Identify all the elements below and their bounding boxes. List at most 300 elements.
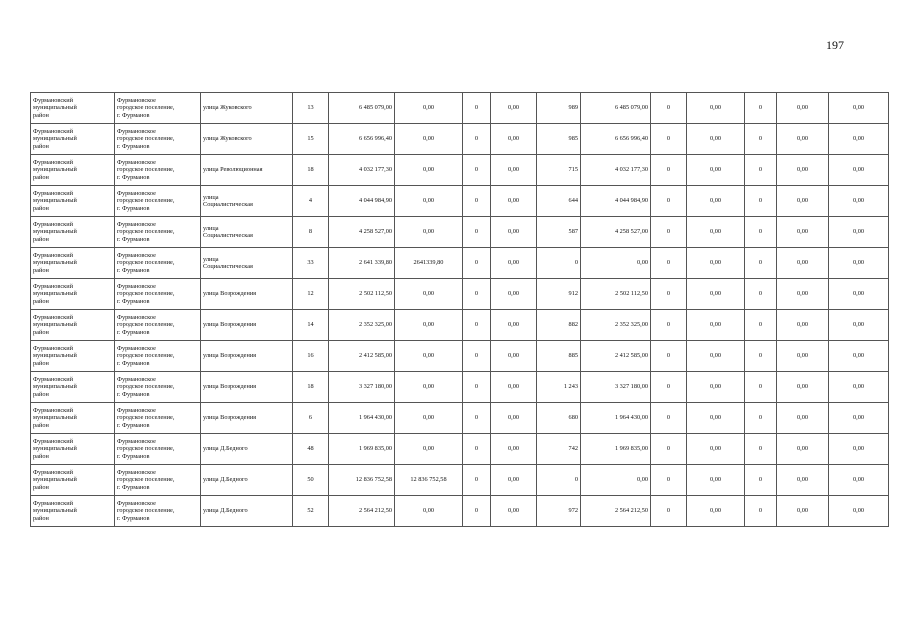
cell-c8: 0,00 bbox=[687, 372, 745, 403]
cell-district-line: район bbox=[33, 514, 49, 522]
cell-c3: 0 bbox=[463, 310, 491, 341]
cell-street bbox=[201, 279, 293, 310]
cell-settlement-line: Фурмановское bbox=[117, 499, 156, 507]
cell-area: 715 bbox=[537, 155, 581, 186]
cell-c7: 0 bbox=[651, 403, 687, 434]
cell-house: 52 bbox=[293, 496, 329, 527]
cell-c11: 0,00 bbox=[829, 124, 889, 155]
cell-c9: 0 bbox=[745, 93, 777, 124]
cell-settlement bbox=[115, 124, 201, 155]
cell-settlement-line: городское поселение, bbox=[117, 352, 175, 360]
cell-c10: 0,00 bbox=[777, 310, 829, 341]
cell-c8: 0,00 bbox=[687, 465, 745, 496]
cell-district-line: район bbox=[33, 390, 49, 398]
cell-settlement-line: Фурмановское bbox=[117, 375, 156, 383]
cell-c11: 0,00 bbox=[829, 310, 889, 341]
cell-district-line: район bbox=[33, 328, 49, 336]
table-row bbox=[31, 186, 889, 217]
cell-street bbox=[201, 310, 293, 341]
cell-settlement-line: г. Фурманов bbox=[117, 142, 150, 150]
cell-settlement-line: Фурмановское bbox=[117, 158, 156, 166]
cell-street-line: улица Революционная bbox=[203, 166, 263, 174]
cell-c2: 0,00 bbox=[395, 155, 463, 186]
cell-c7: 0 bbox=[651, 124, 687, 155]
cell-c4: 0,00 bbox=[491, 310, 537, 341]
cell-district-line: Фурмановский bbox=[33, 220, 73, 228]
cell-street bbox=[201, 372, 293, 403]
cell-c11: 0,00 bbox=[829, 93, 889, 124]
cell-district bbox=[31, 372, 115, 403]
cell-district-line: район bbox=[33, 452, 49, 460]
cell-c6: 6 656 996,40 bbox=[581, 124, 651, 155]
cell-c9: 0 bbox=[745, 341, 777, 372]
cell-street-line: улица bbox=[203, 224, 219, 232]
cell-street bbox=[201, 248, 293, 279]
cell-district bbox=[31, 248, 115, 279]
cell-street-line: улица Д.Бедного bbox=[203, 476, 248, 484]
cell-c4: 0,00 bbox=[491, 465, 537, 496]
cell-district-line: муниципальный bbox=[33, 104, 77, 112]
cell-house: 33 bbox=[293, 248, 329, 279]
cell-c8: 0,00 bbox=[687, 341, 745, 372]
cell-c3: 0 bbox=[463, 248, 491, 279]
cell-settlement-line: Фурмановское bbox=[117, 127, 156, 135]
cell-settlement-line: Фурмановское bbox=[117, 437, 156, 445]
cell-c2: 0,00 bbox=[395, 434, 463, 465]
cell-district-line: Фурмановский bbox=[33, 344, 73, 352]
cell-c7: 0 bbox=[651, 310, 687, 341]
table-row bbox=[31, 496, 889, 527]
cell-c9: 0 bbox=[745, 496, 777, 527]
cell-settlement-line: городское поселение, bbox=[117, 104, 175, 112]
cell-c2: 0,00 bbox=[395, 341, 463, 372]
table-row bbox=[31, 155, 889, 186]
cell-total: 4 258 527,00 bbox=[329, 217, 395, 248]
cell-c4: 0,00 bbox=[491, 93, 537, 124]
cell-c9: 0 bbox=[745, 155, 777, 186]
cell-district-line: Фурмановский bbox=[33, 282, 73, 290]
cell-district-line: Фурмановский bbox=[33, 189, 73, 197]
cell-c11: 0,00 bbox=[829, 186, 889, 217]
cell-c2: 0,00 bbox=[395, 310, 463, 341]
cell-area: 882 bbox=[537, 310, 581, 341]
cell-c8: 0,00 bbox=[687, 310, 745, 341]
cell-settlement bbox=[115, 186, 201, 217]
cell-c8: 0,00 bbox=[687, 403, 745, 434]
cell-street-line: улица Возрождения bbox=[203, 383, 257, 391]
cell-c9: 0 bbox=[745, 248, 777, 279]
cell-settlement-line: городское поселение, bbox=[117, 135, 175, 143]
cell-c10: 0,00 bbox=[777, 186, 829, 217]
cell-district-line: Фурмановский bbox=[33, 499, 73, 507]
cell-c10: 0,00 bbox=[777, 434, 829, 465]
cell-c9: 0 bbox=[745, 186, 777, 217]
cell-c10: 0,00 bbox=[777, 465, 829, 496]
cell-district-line: район bbox=[33, 173, 49, 181]
cell-area: 985 bbox=[537, 124, 581, 155]
cell-district-line: Фурмановский bbox=[33, 127, 73, 135]
table-row bbox=[31, 372, 889, 403]
cell-district bbox=[31, 124, 115, 155]
cell-c11: 0,00 bbox=[829, 217, 889, 248]
table-row bbox=[31, 403, 889, 434]
cell-c3: 0 bbox=[463, 465, 491, 496]
table-row bbox=[31, 93, 889, 124]
cell-settlement-line: г. Фурманов bbox=[117, 390, 150, 398]
cell-c3: 0 bbox=[463, 403, 491, 434]
cell-c9: 0 bbox=[745, 217, 777, 248]
cell-settlement bbox=[115, 434, 201, 465]
cell-house: 18 bbox=[293, 372, 329, 403]
cell-c8: 0,00 bbox=[687, 279, 745, 310]
cell-c6: 4 032 177,30 bbox=[581, 155, 651, 186]
cell-settlement-line: Фурмановское bbox=[117, 313, 156, 321]
cell-street-line: Социалистическая bbox=[203, 201, 253, 208]
cell-street bbox=[201, 186, 293, 217]
cell-district-line: Фурмановский bbox=[33, 406, 73, 414]
cell-street-line: улица Д.Бедного bbox=[203, 507, 248, 515]
cell-settlement-line: г. Фурманов bbox=[117, 204, 150, 212]
cell-area: 885 bbox=[537, 341, 581, 372]
cell-c2: 0,00 bbox=[395, 217, 463, 248]
cell-district-line: район bbox=[33, 421, 49, 429]
cell-settlement-line: г. Фурманов bbox=[117, 359, 150, 367]
cell-street bbox=[201, 93, 293, 124]
page-number: 197 bbox=[826, 38, 844, 52]
cell-c9: 0 bbox=[745, 279, 777, 310]
cell-total: 1 969 835,00 bbox=[329, 434, 395, 465]
table-row bbox=[31, 217, 889, 248]
cell-area: 0 bbox=[537, 248, 581, 279]
table-body bbox=[31, 93, 889, 527]
cell-c7: 0 bbox=[651, 372, 687, 403]
cell-district-line: муниципальный bbox=[33, 197, 77, 205]
cell-c10: 0,00 bbox=[777, 248, 829, 279]
cell-settlement-line: г. Фурманов bbox=[117, 452, 150, 460]
cell-c7: 0 bbox=[651, 217, 687, 248]
cell-district-line: район bbox=[33, 483, 49, 491]
cell-area: 587 bbox=[537, 217, 581, 248]
cell-district bbox=[31, 186, 115, 217]
cell-total: 2 564 212,50 bbox=[329, 496, 395, 527]
cell-settlement bbox=[115, 465, 201, 496]
cell-c7: 0 bbox=[651, 279, 687, 310]
cell-house: 6 bbox=[293, 403, 329, 434]
cell-c4: 0,00 bbox=[491, 341, 537, 372]
cell-settlement-line: г. Фурманов bbox=[117, 483, 150, 491]
cell-c11: 0,00 bbox=[829, 279, 889, 310]
cell-area: 912 bbox=[537, 279, 581, 310]
cell-c9: 0 bbox=[745, 310, 777, 341]
cell-district-line: район bbox=[33, 142, 49, 150]
cell-settlement-line: городское поселение, bbox=[117, 476, 175, 484]
cell-c4: 0,00 bbox=[491, 186, 537, 217]
cell-district-line: Фурмановский bbox=[33, 468, 73, 476]
cell-c3: 0 bbox=[463, 186, 491, 217]
cell-c6: 2 502 112,50 bbox=[581, 279, 651, 310]
cell-area: 680 bbox=[537, 403, 581, 434]
cell-district-line: район bbox=[33, 235, 49, 243]
cell-c7: 0 bbox=[651, 434, 687, 465]
cell-c2: 0,00 bbox=[395, 372, 463, 403]
cell-house: 18 bbox=[293, 155, 329, 186]
cell-c9: 0 bbox=[745, 372, 777, 403]
cell-c11: 0,00 bbox=[829, 403, 889, 434]
cell-district-line: район bbox=[33, 266, 49, 274]
cell-c9: 0 bbox=[745, 124, 777, 155]
cell-area: 742 bbox=[537, 434, 581, 465]
cell-c10: 0,00 bbox=[777, 217, 829, 248]
data-table bbox=[30, 92, 889, 527]
cell-c9: 0 bbox=[745, 434, 777, 465]
cell-settlement-line: Фурмановское bbox=[117, 251, 156, 259]
cell-street-line: улица Возрождения bbox=[203, 414, 257, 422]
cell-c11: 0,00 bbox=[829, 434, 889, 465]
cell-street-line: улица Жуковского bbox=[203, 104, 252, 112]
cell-settlement-line: г. Фурманов bbox=[117, 235, 150, 243]
cell-house: 12 bbox=[293, 279, 329, 310]
table-row bbox=[31, 465, 889, 496]
cell-c11: 0,00 bbox=[829, 465, 889, 496]
cell-house: 48 bbox=[293, 434, 329, 465]
cell-house: 4 bbox=[293, 186, 329, 217]
cell-c4: 0,00 bbox=[491, 248, 537, 279]
cell-c6: 6 485 079,00 bbox=[581, 93, 651, 124]
cell-c6: 3 327 180,00 bbox=[581, 372, 651, 403]
cell-c3: 0 bbox=[463, 124, 491, 155]
cell-district-line: Фурмановский bbox=[33, 437, 73, 445]
cell-district bbox=[31, 341, 115, 372]
cell-street-line: улица Жуковского bbox=[203, 135, 252, 143]
cell-c2: 0,00 bbox=[395, 186, 463, 217]
cell-street bbox=[201, 155, 293, 186]
cell-c4: 0,00 bbox=[491, 372, 537, 403]
cell-district-line: район bbox=[33, 359, 49, 367]
cell-street-line: улица bbox=[203, 255, 219, 263]
cell-c8: 0,00 bbox=[687, 124, 745, 155]
cell-c2: 0,00 bbox=[395, 124, 463, 155]
cell-c4: 0,00 bbox=[491, 403, 537, 434]
cell-district bbox=[31, 93, 115, 124]
cell-settlement-line: городское поселение, bbox=[117, 290, 175, 298]
cell-c10: 0,00 bbox=[777, 341, 829, 372]
cell-total: 12 836 752,58 bbox=[329, 465, 395, 496]
cell-c7: 0 bbox=[651, 186, 687, 217]
cell-c6: 2 352 325,00 bbox=[581, 310, 651, 341]
cell-district-line: Фурмановский bbox=[33, 158, 73, 166]
cell-house: 13 bbox=[293, 93, 329, 124]
cell-c3: 0 bbox=[463, 217, 491, 248]
cell-settlement bbox=[115, 310, 201, 341]
table-row bbox=[31, 248, 889, 279]
cell-district-line: муниципальный bbox=[33, 290, 77, 298]
cell-total: 4 044 984,90 bbox=[329, 186, 395, 217]
cell-district-line: муниципальный bbox=[33, 321, 77, 329]
cell-settlement-line: Фурмановское bbox=[117, 406, 156, 414]
cell-district bbox=[31, 279, 115, 310]
cell-total: 6 485 079,00 bbox=[329, 93, 395, 124]
cell-total: 1 964 430,00 bbox=[329, 403, 395, 434]
cell-street-line: улица Д.Бедного bbox=[203, 445, 248, 453]
cell-c8: 0,00 bbox=[687, 186, 745, 217]
table-row bbox=[31, 124, 889, 155]
cell-total: 2 502 112,50 bbox=[329, 279, 395, 310]
cell-street bbox=[201, 434, 293, 465]
cell-c8: 0,00 bbox=[687, 217, 745, 248]
cell-settlement-line: Фурмановское bbox=[117, 220, 156, 228]
cell-district bbox=[31, 496, 115, 527]
cell-c7: 0 bbox=[651, 465, 687, 496]
cell-c7: 0 bbox=[651, 496, 687, 527]
cell-district-line: муниципальный bbox=[33, 445, 77, 453]
cell-c10: 0,00 bbox=[777, 496, 829, 527]
cell-total: 3 327 180,00 bbox=[329, 372, 395, 403]
cell-c6: 2 564 212,50 bbox=[581, 496, 651, 527]
table-row bbox=[31, 434, 889, 465]
cell-district bbox=[31, 434, 115, 465]
cell-district bbox=[31, 465, 115, 496]
cell-c11: 0,00 bbox=[829, 341, 889, 372]
cell-settlement-line: г. Фурманов bbox=[117, 514, 150, 522]
cell-c3: 0 bbox=[463, 155, 491, 186]
cell-c11: 0,00 bbox=[829, 155, 889, 186]
cell-c4: 0,00 bbox=[491, 124, 537, 155]
cell-settlement-line: городское поселение, bbox=[117, 197, 175, 205]
cell-c3: 0 bbox=[463, 341, 491, 372]
cell-c8: 0,00 bbox=[687, 248, 745, 279]
cell-c6: 2 412 585,00 bbox=[581, 341, 651, 372]
cell-c7: 0 bbox=[651, 248, 687, 279]
cell-c10: 0,00 bbox=[777, 124, 829, 155]
cell-district-line: муниципальный bbox=[33, 476, 77, 484]
cell-street-line: Социалистическая bbox=[203, 232, 253, 239]
cell-house: 15 bbox=[293, 124, 329, 155]
cell-settlement-line: Фурмановское bbox=[117, 96, 156, 104]
cell-house: 50 bbox=[293, 465, 329, 496]
cell-settlement bbox=[115, 403, 201, 434]
cell-house: 14 bbox=[293, 310, 329, 341]
cell-settlement-line: г. Фурманов bbox=[117, 297, 150, 305]
cell-c4: 0,00 bbox=[491, 496, 537, 527]
cell-settlement-line: городское поселение, bbox=[117, 445, 175, 453]
cell-settlement-line: городское поселение, bbox=[117, 383, 175, 391]
cell-c3: 0 bbox=[463, 496, 491, 527]
cell-district-line: Фурмановский bbox=[33, 251, 73, 259]
cell-district-line: муниципальный bbox=[33, 507, 77, 515]
cell-district bbox=[31, 403, 115, 434]
cell-c2: 2641339,80 bbox=[395, 248, 463, 279]
cell-district-line: муниципальный bbox=[33, 414, 77, 422]
cell-c11: 0,00 bbox=[829, 248, 889, 279]
cell-c3: 0 bbox=[463, 434, 491, 465]
cell-settlement bbox=[115, 279, 201, 310]
cell-settlement-line: городское поселение, bbox=[117, 321, 175, 329]
cell-street bbox=[201, 124, 293, 155]
cell-settlement-line: Фурмановское bbox=[117, 468, 156, 476]
cell-settlement-line: Фурмановское bbox=[117, 282, 156, 290]
cell-district-line: Фурмановский bbox=[33, 375, 73, 383]
cell-total: 2 641 339,80 bbox=[329, 248, 395, 279]
cell-c8: 0,00 bbox=[687, 155, 745, 186]
cell-settlement-line: Фурмановское bbox=[117, 189, 156, 197]
cell-house: 8 bbox=[293, 217, 329, 248]
cell-c6: 4 044 984,90 bbox=[581, 186, 651, 217]
cell-settlement-line: городское поселение, bbox=[117, 228, 175, 236]
cell-c6: 1 969 835,00 bbox=[581, 434, 651, 465]
cell-settlement-line: Фурмановское bbox=[117, 344, 156, 352]
cell-area: 989 bbox=[537, 93, 581, 124]
cell-district-line: муниципальный bbox=[33, 166, 77, 174]
cell-c6: 1 964 430,00 bbox=[581, 403, 651, 434]
cell-district-line: район bbox=[33, 204, 49, 212]
cell-settlement-line: городское поселение, bbox=[117, 259, 175, 267]
cell-c10: 0,00 bbox=[777, 372, 829, 403]
cell-street bbox=[201, 217, 293, 248]
cell-c3: 0 bbox=[463, 93, 491, 124]
cell-c2: 12 836 752,58 bbox=[395, 465, 463, 496]
cell-c4: 0,00 bbox=[491, 217, 537, 248]
cell-street bbox=[201, 496, 293, 527]
cell-district-line: муниципальный bbox=[33, 228, 77, 236]
cell-total: 2 352 325,00 bbox=[329, 310, 395, 341]
cell-settlement bbox=[115, 155, 201, 186]
cell-street-line: улица bbox=[203, 193, 219, 201]
cell-settlement-line: городское поселение, bbox=[117, 166, 175, 174]
cell-district-line: муниципальный bbox=[33, 352, 77, 360]
cell-area: 1 243 bbox=[537, 372, 581, 403]
cell-c2: 0,00 bbox=[395, 496, 463, 527]
cell-settlement-line: городское поселение, bbox=[117, 414, 175, 422]
cell-c7: 0 bbox=[651, 155, 687, 186]
cell-district bbox=[31, 217, 115, 248]
cell-c3: 0 bbox=[463, 279, 491, 310]
cell-settlement-line: г. Фурманов bbox=[117, 173, 150, 181]
cell-c2: 0,00 bbox=[395, 279, 463, 310]
table-row bbox=[31, 341, 889, 372]
cell-district-line: муниципальный bbox=[33, 383, 77, 391]
cell-c10: 0,00 bbox=[777, 93, 829, 124]
cell-district-line: район bbox=[33, 111, 49, 119]
cell-area: 644 bbox=[537, 186, 581, 217]
cell-area: 0 bbox=[537, 465, 581, 496]
cell-c7: 0 bbox=[651, 341, 687, 372]
cell-street-line: улица Возрождения bbox=[203, 321, 257, 329]
cell-street-line: Социалистическая bbox=[203, 263, 253, 270]
cell-area: 972 bbox=[537, 496, 581, 527]
cell-c6: 0,00 bbox=[581, 465, 651, 496]
cell-street-line: улица Возрождения bbox=[203, 290, 257, 298]
cell-street bbox=[201, 465, 293, 496]
table-row bbox=[31, 310, 889, 341]
cell-c4: 0,00 bbox=[491, 155, 537, 186]
cell-c6: 0,00 bbox=[581, 248, 651, 279]
cell-settlement bbox=[115, 217, 201, 248]
cell-c11: 0,00 bbox=[829, 372, 889, 403]
cell-c11: 0,00 bbox=[829, 496, 889, 527]
cell-district bbox=[31, 155, 115, 186]
cell-c8: 0,00 bbox=[687, 93, 745, 124]
cell-c7: 0 bbox=[651, 93, 687, 124]
cell-settlement-line: г. Фурманов bbox=[117, 266, 150, 274]
cell-district-line: Фурмановский bbox=[33, 313, 73, 321]
cell-settlement bbox=[115, 341, 201, 372]
cell-house: 16 bbox=[293, 341, 329, 372]
cell-c2: 0,00 bbox=[395, 93, 463, 124]
cell-settlement-line: городское поселение, bbox=[117, 507, 175, 515]
cell-c4: 0,00 bbox=[491, 434, 537, 465]
cell-district-line: муниципальный bbox=[33, 259, 77, 267]
cell-total: 2 412 585,00 bbox=[329, 341, 395, 372]
